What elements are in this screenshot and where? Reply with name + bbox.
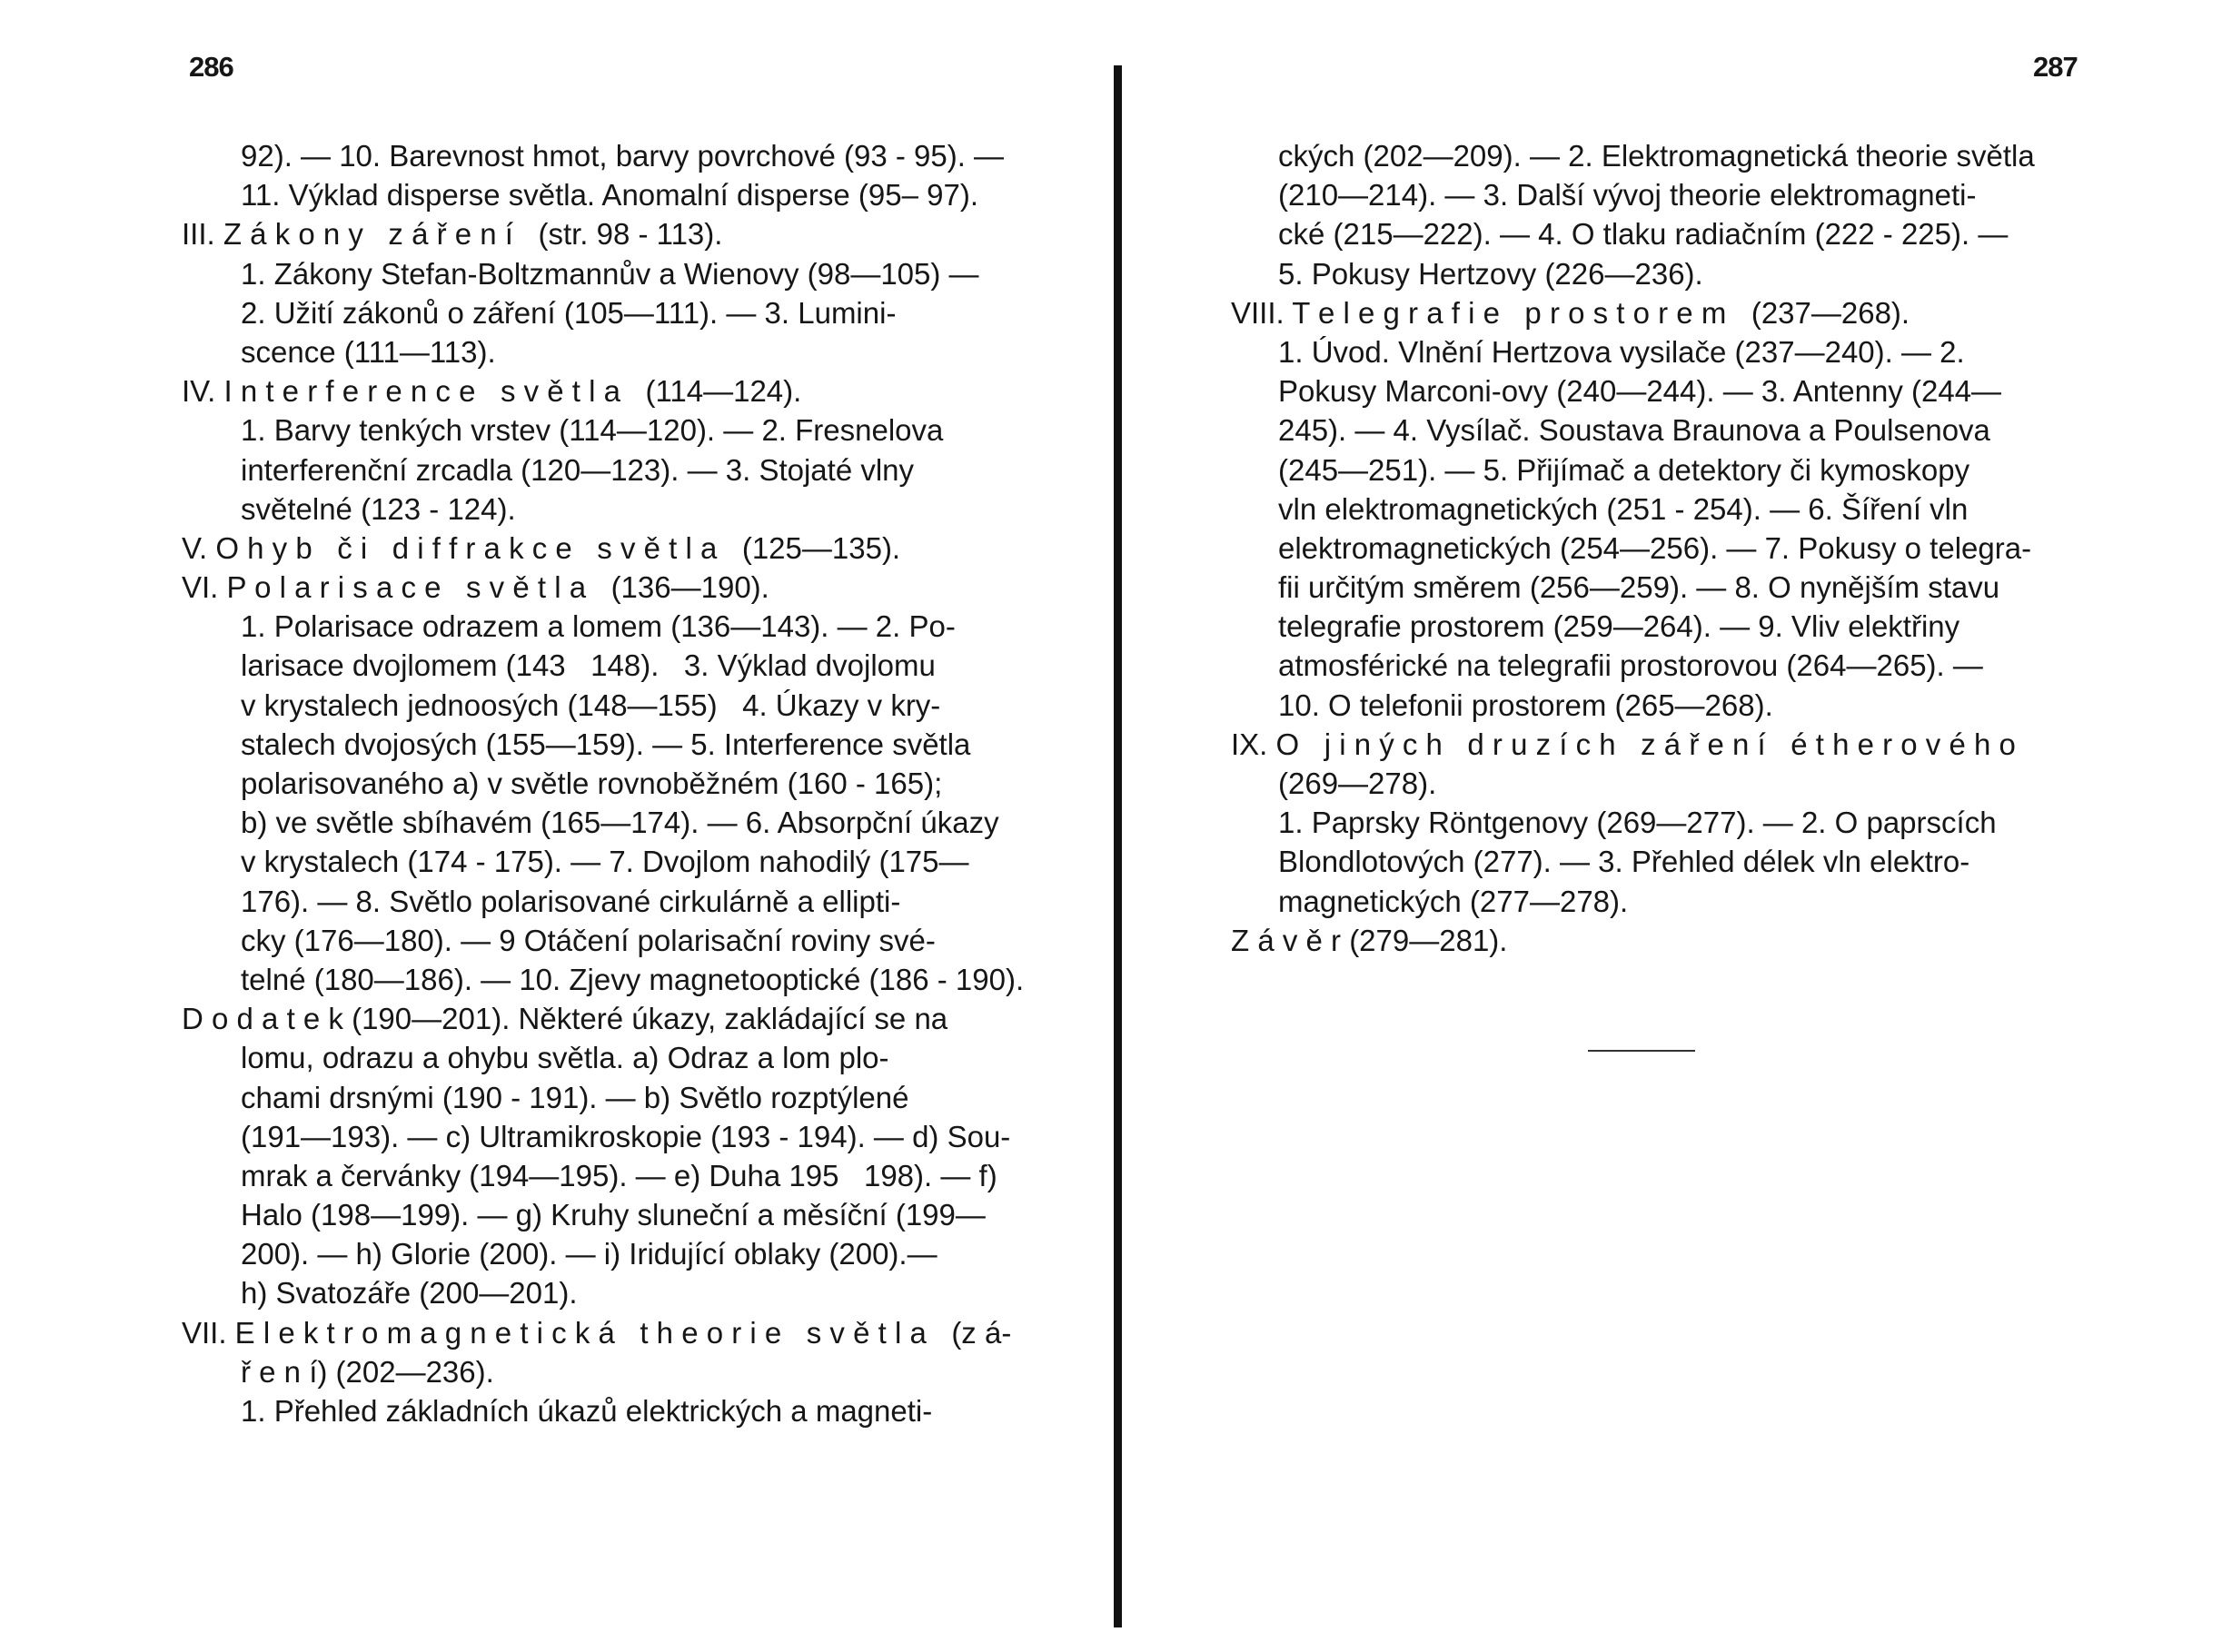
text-line: v krystalech jednoosých (148—155) 4. Úkazy v kry- [241, 688, 941, 722]
text-line: VIII. T e l e g r a f i e p r o s t o r e m (237—268). [1231, 295, 1910, 330]
text-line: mrak a červánky (194—195). — e) Duha 195 198). — f) [241, 1158, 997, 1192]
text-line: 92). — 10. Barevnost hmot, barvy povrchové (93 - 95). — [241, 139, 1005, 173]
text-line: 10. O telefonii prostorem (265—268). [1278, 688, 1773, 722]
book-spine [1114, 65, 1122, 1627]
text-line: VII. E l e k t r o m a g n e t i c k á t h e o r i e s v ě t l a (z á- [182, 1315, 1012, 1350]
text-line: 11. Výklad disperse světla. Anomalní disperse (95– 97). [241, 178, 978, 213]
text-line: h) Svatozáře (200—201). [241, 1276, 578, 1311]
text-line: VI. P o l a r i s a c e s v ě t l a (136—190). [182, 570, 769, 605]
text-line: (245—251). — 5. Přijímač a detektory či kymoskopy [1278, 452, 1970, 487]
text-line: cké (215—222). — 4. O tlaku radiačním (222 - 225). — [1278, 217, 2009, 252]
text-line: telegrafie prostorem (259—264). — 9. Vliv elektřiny [1278, 609, 1960, 644]
left-page-text [182, 136, 1054, 1430]
text-line: polarisovaného a) v světle rovnoběžném (160 - 165); [241, 767, 943, 800]
text-line: 1. Zákony Stefan-Boltzmannův a Wienovy (98—105) — [241, 256, 979, 291]
text-line: III. Z á k o n y z á ř e n í (str. 98 - 113). [182, 217, 723, 252]
text-line: D o d a t e k (190—201). Některé úkazy, zakládající se na [182, 1002, 948, 1036]
text-line: fii určitým směrem (256—259). — 8. O nynějším stavu [1278, 570, 2000, 605]
text-line: V. O h y b č i d i f f r a k c e s v ě t l a (125—135). [182, 530, 901, 565]
text-line: Pokusy Marconi-ovy (240—244). — 3. Antenny (244— [1278, 374, 2002, 409]
text-line: světelné (123 - 124). [241, 491, 516, 526]
text-line: Z á v ě r (279—281). [1231, 923, 1508, 957]
text-line: cky (176—180). — 9 Otáčení polarisační roviny své- [241, 923, 936, 957]
text-line: Halo (198—199). — g) Kruhy sluneční a měsíční (199— [241, 1198, 986, 1232]
text-line: (269—278). [1278, 767, 1437, 800]
text-line: 1. Barvy tenkých vrstev (114—120). — 2. Fresnelova [241, 413, 944, 448]
end-rule [1588, 1050, 1695, 1052]
text-line: 1. Polarisace odrazem a lomem (136—143). — 2. Po- [241, 609, 956, 644]
text-line: 5. Pokusy Hertzovy (226—236). [1278, 256, 1703, 291]
text-line: Blondlotových (277). — 3. Přehled délek vln elektro- [1278, 845, 1970, 879]
text-line: (191—193). — c) Ultramikroskopie (193 - 194). — d) Sou- [241, 1119, 1011, 1153]
text-line: 176). — 8. Světlo polarisované cirkulárně a ellipti- [241, 884, 901, 918]
text-line: larisace dvojlomem (143 148). 3. Výklad dvojlomu [241, 648, 936, 683]
text-line: vln elektromagnetických (251 - 254). — 6. Šíření vln [1278, 491, 1969, 526]
text-line: 1. Úvod. Vlnění Hertzova vysilače (237—240). — 2. [1278, 334, 1965, 369]
text-line: lomu, odrazu a ohybu světla. a) Odraz a lom plo- [241, 1041, 889, 1075]
right-page-text [1231, 136, 2085, 960]
text-line: interferenční zrcadla (120—123). — 3. Stojaté vlny [241, 452, 915, 487]
page-number-right: 287 [2033, 51, 2078, 83]
text-line: 1. Paprsky Röntgenovy (269—277). — 2. O paprscích [1278, 806, 1997, 840]
text-line: (210—214). — 3. Další vývoj theorie elektromagneti- [1278, 178, 1977, 213]
text-line: 200). — h) Glorie (200). — i) Iridující oblaky (200).— [241, 1237, 937, 1271]
text-line: telné (180—186). — 10. Zjevy magnetooptické (186 - 190). [241, 962, 1025, 996]
text-line: IX. O j i n ý c h d r u z í c h z á ř e n í é t h e r o v é h o [1231, 727, 2016, 761]
text-line: elektromagnetických (254—256). — 7. Pokusy o telegra- [1278, 530, 2032, 565]
text-line: 245). — 4. Vysílač. Soustava Braunova a Poulsenova [1278, 413, 1990, 448]
text-line: v krystalech (174 - 175). — 7. Dvojlom nahodilý (175— [241, 845, 969, 879]
text-line: ckých (202—209). — 2. Elektromagnetická theorie světla [1278, 139, 2035, 173]
text-line: stalech dvojosých (155—159). — 5. Interference světla [241, 727, 971, 761]
text-line: atmosférické na telegrafii prostorovou (264—265). — [1278, 648, 1983, 683]
text-line: IV. I n t e r f e r e n c e s v ě t l a (114—124). [182, 374, 802, 409]
text-line: ř e n í) (202—236). [241, 1354, 494, 1389]
page-number-left: 286 [189, 51, 233, 83]
text-line: 2. Užití zákonů o záření (105—111). — 3. Lumini- [241, 295, 897, 330]
text-line: magnetických (277—278). [1278, 884, 1629, 918]
text-line: 1. Přehled základních úkazů elektrických a magneti- [241, 1394, 933, 1428]
text-line: scence (111—113). [241, 334, 496, 369]
text-line: b) ve světle sbíhavém (165—174). — 6. Absorpční úkazy [241, 806, 999, 840]
text-line: chami drsnými (190 - 191). — b) Světlo rozptýlené [241, 1080, 909, 1114]
